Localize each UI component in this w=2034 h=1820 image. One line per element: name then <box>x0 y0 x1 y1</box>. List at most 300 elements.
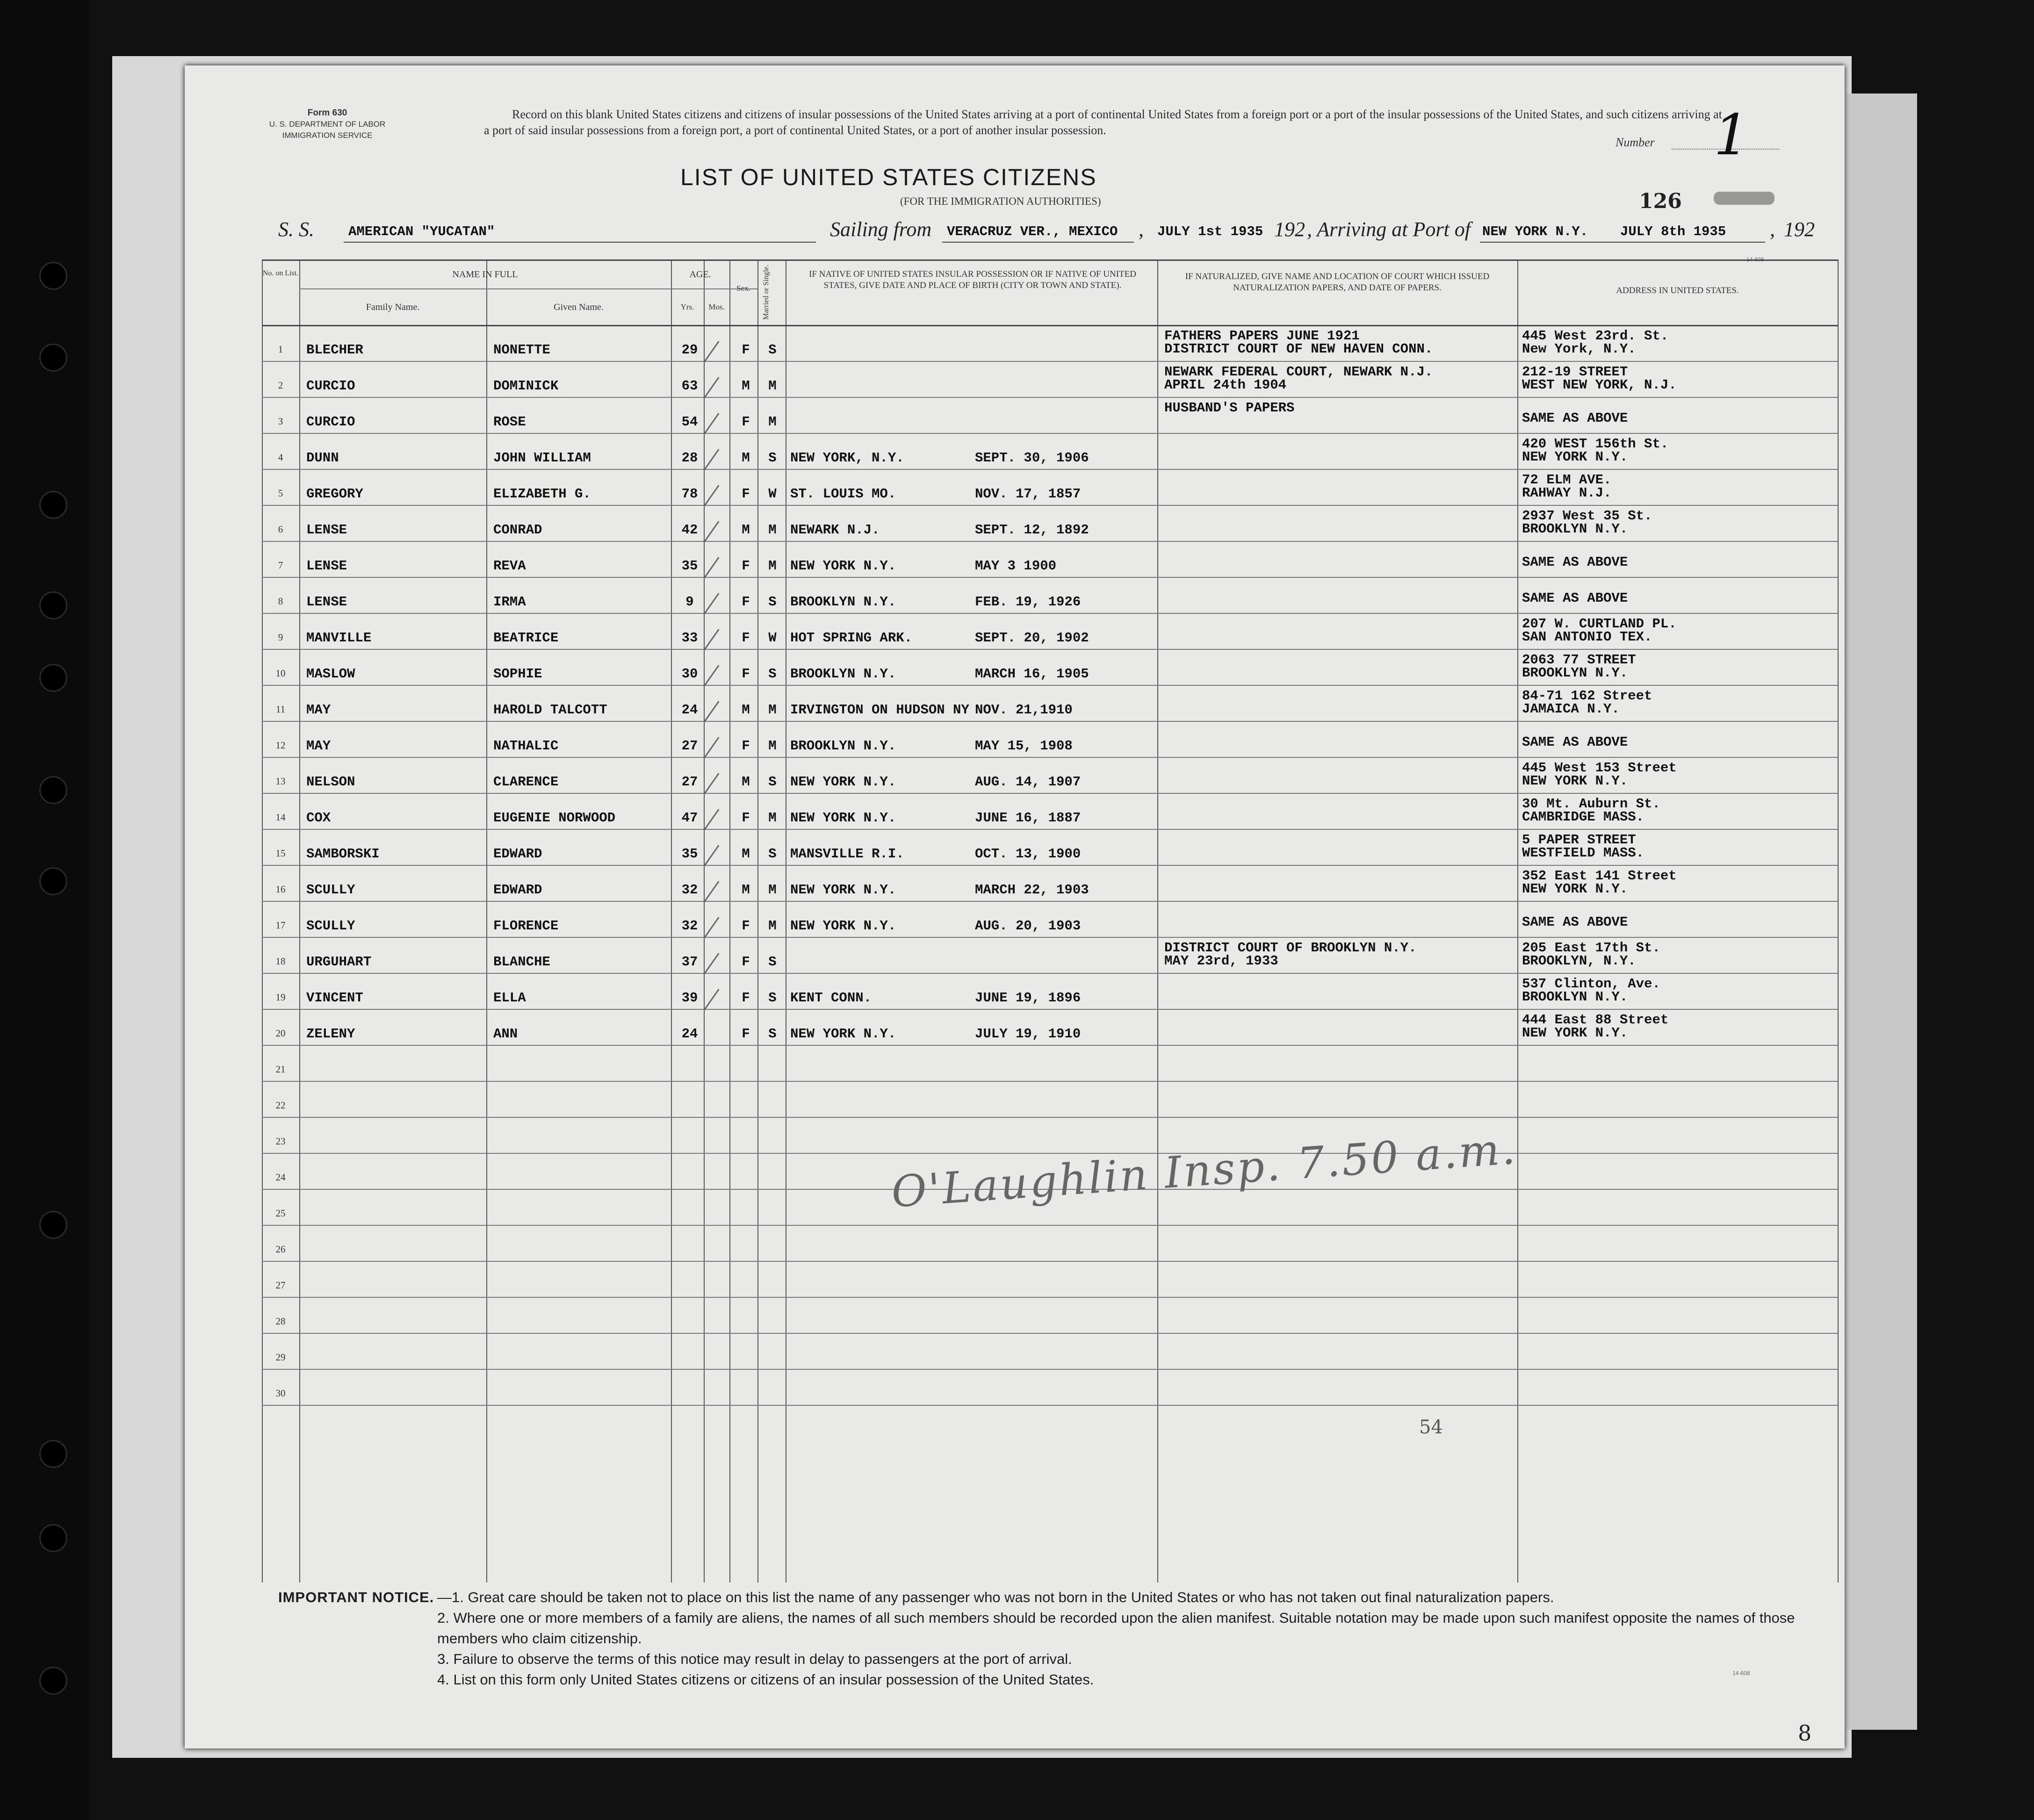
row-number: 26 <box>275 1244 286 1255</box>
family-name: COX <box>306 810 331 826</box>
address-line-2: BROOKLYN N.Y. <box>1522 989 1628 1005</box>
age-years: 24 <box>681 1026 698 1042</box>
address-line-2: NEW YORK N.Y. <box>1522 449 1628 465</box>
birth-place: BROOKLYN N.Y. <box>790 738 896 754</box>
check-mark <box>703 413 719 435</box>
address-line-1: 205 East 17th St. <box>1522 940 1660 956</box>
corner-number: 8 <box>1798 1720 1812 1746</box>
page-title: LIST OF UNITED STATES CITIZENS <box>680 164 1097 190</box>
header-sex: Sex. <box>736 284 750 293</box>
check-mark <box>703 809 719 831</box>
address-line-1: SAME AS ABOVE <box>1522 554 1628 570</box>
marital-status: S <box>768 666 777 682</box>
row-number: 27 <box>275 1280 286 1291</box>
check-mark <box>703 665 719 687</box>
family-name: URGUHART <box>306 954 372 970</box>
check-mark <box>703 341 719 363</box>
birth-place: BROOKLYN N.Y. <box>790 666 896 682</box>
given-name: EUGENIE NORWOOD <box>493 810 616 826</box>
row-number: 5 <box>278 488 283 499</box>
binder-hole <box>39 867 67 895</box>
birth-date: JUNE 16, 1887 <box>975 810 1081 826</box>
age-years: 27 <box>681 738 698 754</box>
notice-item: 4. List on this form only United States citizens or citizens of an insular possession of the United States. <box>437 1671 1094 1688</box>
birth-place: BROOKLYN N.Y. <box>790 594 896 610</box>
row-rule <box>262 361 1838 362</box>
check-mark <box>703 521 719 543</box>
address-line-2: CAMBRIDGE MASS. <box>1522 809 1645 825</box>
sex: F <box>742 414 750 430</box>
birth-place: NEW YORK N.Y. <box>790 1026 896 1042</box>
ink-blot <box>1714 192 1774 205</box>
family-name: CURCIO <box>306 378 355 394</box>
binder-hole <box>39 344 67 372</box>
family-name: MAY <box>306 702 331 718</box>
given-name: EDWARD <box>493 882 542 898</box>
given-name: DOMINICK <box>493 378 559 394</box>
sex: F <box>742 630 750 646</box>
age-years: 37 <box>681 954 698 970</box>
birth-date: SEPT. 30, 1906 <box>975 450 1089 466</box>
row-number: 4 <box>278 452 283 463</box>
birth-date: JULY 19, 1910 <box>975 1026 1081 1042</box>
row-rule <box>262 829 1838 830</box>
row-number: 17 <box>275 920 286 931</box>
row-number: 8 <box>278 596 283 607</box>
age-years: 29 <box>681 342 698 358</box>
age-years: 78 <box>681 486 698 502</box>
row-rule <box>262 1081 1838 1082</box>
family-name: BLECHER <box>306 342 363 358</box>
row-rule <box>262 1333 1838 1334</box>
address-line-2: RAHWAY N.J. <box>1522 485 1612 501</box>
address-line-1: 2937 West 35 St. <box>1522 508 1652 524</box>
age-years: 35 <box>681 558 698 574</box>
sex: M <box>742 882 750 898</box>
row-number: 11 <box>275 704 286 715</box>
age-years: 32 <box>681 882 698 898</box>
department-name: U. S. DEPARTMENT OF LABOR <box>269 120 386 129</box>
family-name: MAY <box>306 738 331 754</box>
sex: M <box>742 378 750 394</box>
age-years: 47 <box>681 810 698 826</box>
birth-date: SEPT. 12, 1892 <box>975 522 1089 538</box>
family-name: MASLOW <box>306 666 355 682</box>
marital-status: S <box>768 342 777 358</box>
arrival-port: NEW YORK N.Y. <box>1482 224 1588 239</box>
check-mark <box>703 701 719 723</box>
age-years: 24 <box>681 702 698 718</box>
address-line-2: BROOKLYN N.Y. <box>1522 521 1628 537</box>
birth-place: NEW YORK, N.Y. <box>790 450 904 466</box>
birth-place: IRVINGTON ON HUDSON NY <box>790 702 969 718</box>
given-name: HAROLD TALCOTT <box>493 702 607 718</box>
address-line-1: 445 West 153 Street <box>1522 760 1677 776</box>
form-header-left <box>255 108 400 141</box>
row-number: 25 <box>275 1208 286 1219</box>
row-number: 22 <box>275 1100 286 1111</box>
row-rule <box>262 937 1838 938</box>
address-line-1: 212-19 STREET <box>1522 364 1628 380</box>
family-name: SCULLY <box>306 882 355 898</box>
row-rule <box>262 649 1838 650</box>
birth-date: OCT. 13, 1900 <box>975 846 1081 862</box>
row-rule <box>262 721 1838 722</box>
address-line-2: WESTFIELD MASS. <box>1522 845 1645 861</box>
family-name: LENSE <box>306 558 347 574</box>
row-rule <box>262 1117 1838 1118</box>
row-rule <box>262 505 1838 506</box>
year-suffix: 192 <box>1274 218 1305 241</box>
arriving-label: , Arriving at Port of <box>1307 218 1471 241</box>
age-years: 54 <box>681 414 698 430</box>
birth-date: NOV. 21,1910 <box>975 702 1073 718</box>
number-label: Number <box>1616 136 1655 149</box>
row-number: 2 <box>278 380 283 391</box>
address-line-1: 207 W. CURTLAND PL. <box>1522 616 1677 632</box>
header-naturalized: IF NATURALIZED, GIVE NAME AND LOCATION OF COURT WHICH ISSUED NATURALIZATION PAPERS, AND DATE OF PAPERS. <box>1185 272 1490 293</box>
address-line-2: NEW YORK N.Y. <box>1522 881 1628 897</box>
header-age: AGE. <box>689 269 711 280</box>
row-number: 14 <box>275 812 286 823</box>
birth-date: JUNE 19, 1896 <box>975 990 1081 1006</box>
notice-label: IMPORTANT NOTICE. <box>278 1589 434 1605</box>
age-years: 27 <box>681 774 698 790</box>
marital-status: S <box>768 954 777 970</box>
family-name: GREGORY <box>306 486 363 502</box>
row-rule <box>262 433 1838 434</box>
birth-place: NEW YORK N.Y. <box>790 774 896 790</box>
service-name: IMMIGRATION SERVICE <box>282 131 373 140</box>
row-rule <box>262 397 1838 398</box>
check-mark <box>703 953 719 975</box>
age-years: 42 <box>681 522 698 538</box>
inspector-signature: O'Laughlin Insp. 7.50 a.m. <box>889 1123 1519 1217</box>
address-line-1: 537 Clinton, Ave. <box>1522 976 1660 992</box>
header-given-name: Given Name. <box>554 302 604 312</box>
row-rule <box>262 1297 1838 1298</box>
arrival-date: JULY 8th 1935 <box>1620 224 1726 239</box>
naturalization-line-1: FATHERS PAPERS JUNE 1921 <box>1164 328 1360 344</box>
marital-status: S <box>768 846 777 862</box>
ss-label: S. S. <box>278 218 314 241</box>
binder-hole <box>39 1524 67 1552</box>
family-name: CURCIO <box>306 414 355 430</box>
birth-place: NEW YORK N.Y. <box>790 558 896 574</box>
marital-status: S <box>768 594 777 610</box>
row-number: 7 <box>278 560 283 571</box>
binder-hole <box>39 491 67 519</box>
form-number: Form 630 <box>307 108 347 118</box>
header-married-single: Married or Single. <box>762 265 770 320</box>
row-rule <box>262 469 1838 470</box>
address-line-1: 30 Mt. Auburn St. <box>1522 796 1660 812</box>
sex: M <box>742 450 750 466</box>
given-name: ELIZABETH G. <box>493 486 591 502</box>
check-mark <box>703 593 719 615</box>
row-number: 15 <box>275 848 286 859</box>
arrival-underline <box>1480 242 1765 243</box>
row-rule <box>262 1405 1838 1406</box>
address-line-2: New York, N.Y. <box>1522 341 1636 357</box>
age-years: 28 <box>681 450 698 466</box>
header-family-name: Family Name. <box>366 302 420 312</box>
row-rule <box>262 1225 1838 1226</box>
binder-hole <box>39 664 67 692</box>
number-value: 1 <box>1714 103 1750 168</box>
birth-date: MARCH 16, 1905 <box>975 666 1089 682</box>
check-mark <box>703 737 719 759</box>
binder-hole <box>39 262 67 290</box>
address-line-2: BROOKLYN N.Y. <box>1522 665 1628 681</box>
naturalization-line-1: NEWARK FEDERAL COURT, NEWARK N.J. <box>1164 364 1433 380</box>
intro-text: Record on this blank United States citizens and citizens of insular possessions of the United States arriving at a port of continental United States from a foreign port or a port of the insular possessions of the United States, and such citizens arriving at a port of said insular possessions from a foreign port, a port of continental United States, or a port of another insular possession. <box>484 108 1722 137</box>
birth-date: SEPT. 20, 1902 <box>975 630 1089 646</box>
marital-status: W <box>768 630 777 646</box>
age-years: 35 <box>681 846 698 862</box>
marital-status: M <box>768 414 777 430</box>
check-mark <box>703 557 719 579</box>
given-name: CLARENCE <box>493 774 559 790</box>
year-suffix: 192 <box>1784 218 1815 241</box>
address-line-2: SAN ANTONIO TEX. <box>1522 629 1652 645</box>
family-name: VINCENT <box>306 990 363 1006</box>
row-number: 24 <box>275 1172 286 1183</box>
family-name: DUNN <box>306 450 339 466</box>
sex: F <box>742 990 750 1006</box>
naturalization-line-2: DISTRICT COURT OF NEW HAVEN CONN. <box>1164 341 1433 357</box>
check-mark <box>703 485 719 507</box>
row-number: 23 <box>275 1136 286 1147</box>
check-mark <box>703 881 719 903</box>
sex: M <box>742 774 750 790</box>
row-rule <box>262 541 1838 542</box>
marital-status: S <box>768 450 777 466</box>
sex: M <box>742 846 750 862</box>
row-number: 10 <box>275 668 286 679</box>
header-no: No. on List. <box>262 269 299 277</box>
given-name: ELLA <box>493 990 526 1006</box>
birth-date: FEB. 19, 1926 <box>975 594 1081 610</box>
given-name: ANN <box>493 1026 518 1042</box>
given-name: NONETTE <box>493 342 550 358</box>
given-name: CONRAD <box>493 522 542 538</box>
marital-status: S <box>768 990 777 1006</box>
marital-status: M <box>768 738 777 754</box>
birth-place: HOT SPRING ARK. <box>790 630 913 646</box>
marital-status: M <box>768 810 777 826</box>
family-name: NELSON <box>306 774 355 790</box>
marital-status: S <box>768 774 777 790</box>
family-name: SAMBORSKI <box>306 846 380 862</box>
binder-hole <box>39 776 67 804</box>
small-ref: 14-608 <box>1746 256 1764 263</box>
naturalization-line-1: DISTRICT COURT OF BROOKLYN N.Y. <box>1164 940 1417 956</box>
check-mark <box>703 845 719 867</box>
given-name: BLANCHE <box>493 954 550 970</box>
marital-status: M <box>768 558 777 574</box>
row-number: 12 <box>275 740 286 751</box>
address-line-2: NEW YORK N.Y. <box>1522 1025 1628 1041</box>
family-name: ZELENY <box>306 1026 355 1042</box>
port-underline <box>942 242 1134 243</box>
marital-status: S <box>768 1026 777 1042</box>
birth-place: NEW YORK N.Y. <box>790 882 896 898</box>
check-mark <box>703 773 719 795</box>
check-mark <box>703 377 719 399</box>
sex: F <box>742 738 750 754</box>
row-number: 28 <box>275 1316 286 1327</box>
naturalization-line-1: HUSBAND'S PAPERS <box>1164 400 1295 416</box>
binder-hole <box>39 1211 67 1239</box>
check-mark <box>703 629 719 651</box>
address-line-1: SAME AS ABOVE <box>1522 914 1628 930</box>
address-line-1: 352 East 141 Street <box>1522 868 1677 884</box>
sex: F <box>742 486 750 502</box>
given-name: EDWARD <box>493 846 542 862</box>
row-rule <box>262 757 1838 758</box>
notice-item: 3. Failure to observe the terms of this notice may result in delay to passengers at the port of arrival. <box>437 1651 1072 1667</box>
sex: M <box>742 702 750 718</box>
row-number: 13 <box>275 776 286 787</box>
birth-date: MARCH 22, 1903 <box>975 882 1089 898</box>
check-mark <box>703 989 719 1011</box>
row-number: 30 <box>275 1388 286 1399</box>
address-line-2: WEST NEW YORK, N.J. <box>1522 377 1677 393</box>
sex: F <box>742 558 750 574</box>
ship-name: AMERICAN "YUCATAN" <box>348 224 495 239</box>
given-name: NATHALIC <box>493 738 559 754</box>
underlying-page-edge <box>1847 94 1917 1730</box>
address-line-1: 445 West 23rd. St. <box>1522 328 1669 344</box>
birth-place: NEW YORK N.Y. <box>790 918 896 934</box>
address-line-1: 420 WEST 156th St. <box>1522 436 1669 452</box>
page-subtitle: (FOR THE IMMIGRATION AUTHORITIES) <box>900 195 1101 207</box>
given-name: FLORENCE <box>493 918 559 934</box>
birth-place: MANSVILLE R.I. <box>790 846 904 862</box>
header-name-in-full: NAME IN FULL <box>452 269 518 280</box>
sex: F <box>742 1026 750 1042</box>
birth-place: NEWARK N.J. <box>790 522 880 538</box>
row-rule <box>262 901 1838 902</box>
row-number: 18 <box>275 956 286 967</box>
binder-hole <box>39 1440 67 1468</box>
row-rule <box>262 613 1838 614</box>
row-rule <box>262 865 1838 866</box>
age-years: 32 <box>681 918 698 934</box>
voyage-line: S. S. AMERICAN "YUCATAN" Sailing from VERACRUZ VER., MEXICO , JULY 1st 1935 192 , Arriving at Port of NEW YORK N.Y. JULY 8th 1935 , 192 <box>278 217 1845 245</box>
row-number: 1 <box>278 344 283 355</box>
naturalization-line-2: APRIL 24th 1904 <box>1164 377 1287 393</box>
marital-status: M <box>768 918 777 934</box>
sex: F <box>742 342 750 358</box>
birth-date: AUG. 20, 1903 <box>975 918 1081 934</box>
given-name: SOPHIE <box>493 666 542 682</box>
sailing-date: JULY 1st 1935 <box>1157 224 1263 239</box>
header-yrs: Yrs. <box>680 302 694 311</box>
notice-item: —1. Great care should be taken not to place on this list the name of any passenger who was not born in the United States or who has not taken out final naturalization papers. <box>437 1589 1554 1605</box>
address-line-1: 84-71 162 Street <box>1522 688 1652 704</box>
given-name: BEATRICE <box>493 630 559 646</box>
check-mark <box>703 449 719 471</box>
marital-status: M <box>768 702 777 718</box>
row-number: 21 <box>275 1064 286 1075</box>
address-line-1: 2063 77 STREET <box>1522 652 1636 668</box>
address-line-2: JAMAICA N.Y. <box>1522 701 1620 717</box>
family-name: SCULLY <box>306 918 355 934</box>
sex: F <box>742 594 750 610</box>
row-rule <box>262 1009 1838 1010</box>
sex: F <box>742 810 750 826</box>
sailing-label: Sailing from <box>830 218 932 241</box>
row-rule <box>262 577 1838 578</box>
row-rule <box>262 685 1838 686</box>
birth-place: KENT CONN. <box>790 990 872 1006</box>
marital-status: M <box>768 882 777 898</box>
birth-date: AUG. 14, 1907 <box>975 774 1081 790</box>
address-line-2: BROOKLYN, N.Y. <box>1522 953 1636 969</box>
address-line-1: 5 PAPER STREET <box>1522 832 1636 848</box>
age-years: 30 <box>681 666 698 682</box>
sex: F <box>742 666 750 682</box>
header-address: ADDRESS IN UNITED STATES. <box>1616 286 1739 295</box>
marital-status: M <box>768 522 777 538</box>
row-rule <box>262 1153 1838 1154</box>
row-number: 19 <box>275 992 286 1003</box>
header-birth: IF NATIVE OF UNITED STATES INSULAR POSSESSION OR IF NATIVE OF UNITED STATES, GIVE DATE AND PLACE OF BIRTH (CITY OR TOWN AND STATE). <box>809 269 1136 290</box>
manifest-table <box>262 259 1838 1583</box>
birth-place: ST. LOUIS MO. <box>790 486 896 502</box>
sex: F <box>742 954 750 970</box>
check-mark <box>703 917 719 939</box>
age-years: 63 <box>681 378 698 394</box>
row-rule <box>262 1369 1838 1370</box>
page-number: 126 <box>1639 189 1682 213</box>
sex: M <box>742 522 750 538</box>
row-rule <box>262 1261 1838 1262</box>
row-number: 6 <box>278 524 283 535</box>
given-name: IRMA <box>493 594 526 610</box>
manifest-page <box>185 65 1845 1748</box>
address-line-1: SAME AS ABOVE <box>1522 734 1628 750</box>
address-line-2: NEW YORK N.Y. <box>1522 773 1628 789</box>
notice-item: 2. Where one or more members of a family are aliens, the names of all such members should be recorded upon the alien manifest. Suitable notation may be made upon such manifest opposite the names of those members who claim citizenship. <box>437 1610 1795 1647</box>
given-name: ROSE <box>493 414 526 430</box>
sex: F <box>742 918 750 934</box>
birth-date: MAY 3 1900 <box>975 558 1057 574</box>
stamp-number: 54 <box>1419 1417 1443 1438</box>
address-line-1: 72 ELM AVE. <box>1522 472 1612 488</box>
address-line-1: SAME AS ABOVE <box>1522 410 1628 426</box>
family-name: LENSE <box>306 594 347 610</box>
age-years: 39 <box>681 990 698 1006</box>
marital-status: W <box>768 486 777 502</box>
header-mos: Mos. <box>708 302 725 311</box>
row-number: 29 <box>275 1352 286 1363</box>
row-number: 3 <box>278 416 283 427</box>
birth-date: NOV. 17, 1857 <box>975 486 1081 502</box>
notice-ref: 14-608 <box>1732 1670 1750 1676</box>
row-number: 16 <box>275 884 286 895</box>
age-years: 33 <box>681 630 698 646</box>
row-number: 9 <box>278 632 283 643</box>
row-rule <box>262 1045 1838 1046</box>
address-line-1: SAME AS ABOVE <box>1522 590 1628 606</box>
given-name: JOHN WILLIAM <box>493 450 591 466</box>
birth-date: MAY 15, 1908 <box>975 738 1073 754</box>
ship-underline <box>344 242 816 243</box>
given-name: REVA <box>493 558 526 574</box>
